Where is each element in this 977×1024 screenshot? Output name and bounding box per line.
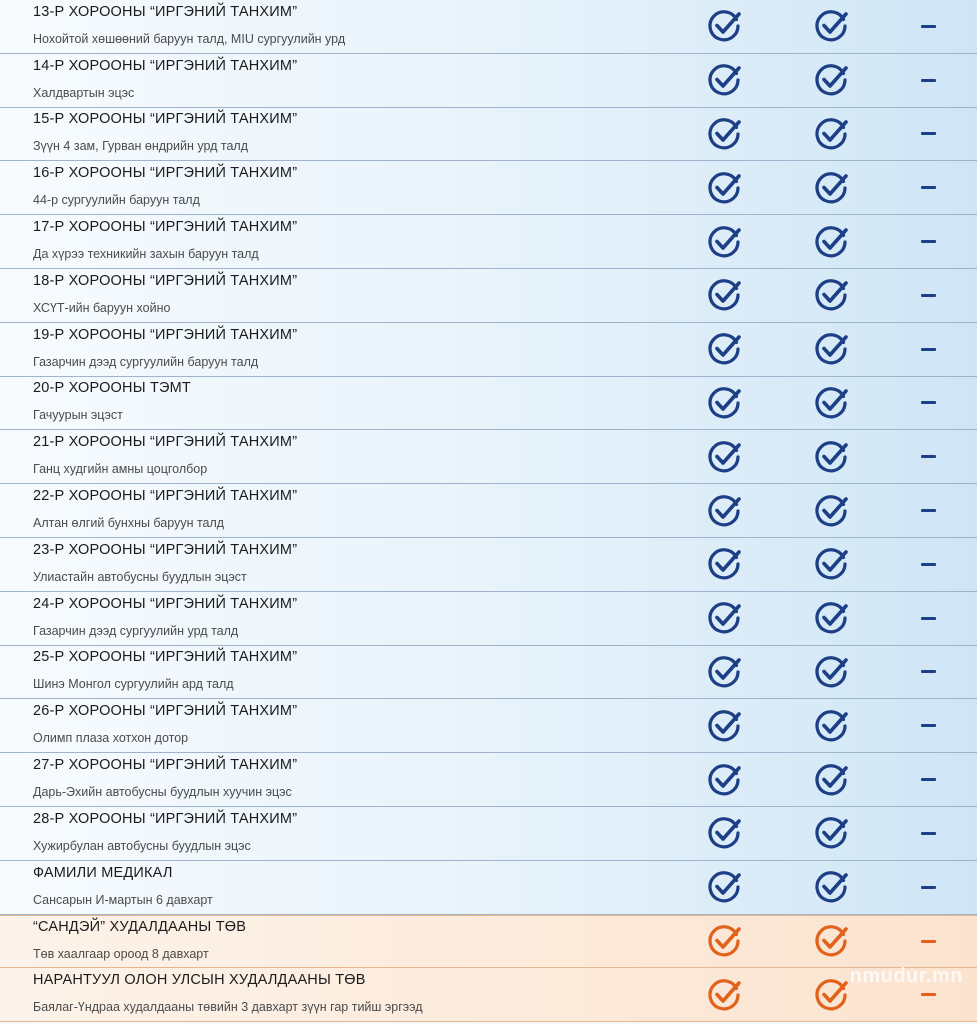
check-icon [694, 377, 754, 430]
check-icon [694, 861, 754, 914]
location-title: 18-Р ХОРООНЫ “ИРГЭНИЙ ТАНХИМ” [33, 272, 298, 289]
check-icon [801, 108, 861, 161]
dash-cell [898, 269, 958, 322]
dash-cell [898, 430, 958, 483]
check-icon [801, 54, 861, 107]
location-title: НАРАНТУУЛ ОЛОН УЛСЫН ХУДАЛДААНЫ ТӨВ [33, 972, 366, 989]
dash-cell [898, 592, 958, 645]
location-title: 24-Р ХОРООНЫ “ИРГЭНИЙ ТАНХИМ” [33, 595, 298, 612]
location-title: 21-Р ХОРООНЫ “ИРГЭНИЙ ТАНХИМ” [33, 434, 298, 451]
check-icon [694, 592, 754, 645]
location-address: Гачуурын эцэст [33, 408, 123, 423]
check-icon [801, 861, 861, 914]
dash-icon [921, 724, 936, 727]
check-icon [694, 54, 754, 107]
dash-cell [898, 807, 958, 860]
dash-cell [898, 0, 958, 53]
table-row [0, 753, 977, 807]
location-address: Хужирбулан автобусны буудлын эцэс [33, 838, 251, 853]
check-icon [694, 538, 754, 591]
dash-icon [921, 401, 936, 404]
check-icon [801, 699, 861, 752]
check-icon [694, 484, 754, 537]
location-title: 16-Р ХОРООНЫ “ИРГЭНИЙ ТАНХИМ” [33, 165, 298, 182]
location-title: ФАМИЛИ МЕДИКАЛ [33, 864, 173, 881]
check-icon [801, 323, 861, 376]
check-icon [801, 161, 861, 214]
dash-icon [921, 240, 936, 243]
table-row [0, 807, 977, 861]
check-icon [801, 215, 861, 268]
check-icon [801, 592, 861, 645]
dash-cell [898, 161, 958, 214]
check-icon [694, 968, 754, 1021]
dash-icon [921, 509, 936, 512]
dash-icon [921, 993, 936, 996]
location-address: Газарчин дээд сургуулийн баруун талд [33, 354, 259, 369]
check-icon [694, 108, 754, 161]
table-row [0, 54, 977, 108]
check-icon [801, 269, 861, 322]
dash-icon [921, 25, 936, 28]
dash-cell [898, 753, 958, 806]
location-address: Да хүрээ техникийн захын баруун талд [33, 247, 259, 262]
check-icon [694, 916, 754, 968]
check-icon [694, 323, 754, 376]
check-icon [801, 538, 861, 591]
location-address: Улиастайн автобусны буудлын эцэст [33, 569, 247, 584]
check-icon [801, 646, 861, 699]
location-title: 28-Р ХОРООНЫ “ИРГЭНИЙ ТАНХИМ” [33, 810, 298, 827]
dash-cell [898, 484, 958, 537]
check-icon [801, 484, 861, 537]
location-title: 22-Р ХОРООНЫ “ИРГЭНИЙ ТАНХИМ” [33, 488, 298, 505]
dash-cell [898, 968, 958, 1021]
watermark-text: nmudur.mn [849, 965, 963, 987]
dash-icon [921, 348, 936, 351]
dash-cell [898, 108, 958, 161]
dash-icon [921, 670, 936, 673]
check-icon [694, 0, 754, 53]
table-row [0, 861, 977, 915]
check-icon [801, 753, 861, 806]
dash-cell [898, 377, 958, 430]
table-row [0, 269, 977, 323]
location-address: Ганц худгийн амны цоцголбор [33, 462, 208, 477]
location-title: 19-Р ХОРООНЫ “ИРГЭНИЙ ТАНХИМ” [33, 326, 298, 343]
table-row [0, 108, 977, 162]
check-icon [801, 0, 861, 53]
location-title: 15-Р ХОРООНЫ “ИРГЭНИЙ ТАНХИМ” [33, 111, 298, 128]
dash-icon [921, 617, 936, 620]
dash-cell [898, 323, 958, 376]
check-icon [694, 161, 754, 214]
location-address: Олимп плаза хотхон дотор [33, 731, 189, 746]
table-row [0, 646, 977, 700]
dash-icon [921, 79, 936, 82]
table-row [0, 430, 977, 484]
table-row [0, 377, 977, 431]
table-row [0, 538, 977, 592]
check-icon [801, 968, 861, 1021]
location-address: Шинэ Монгол сургуулийн ард талд [33, 677, 234, 692]
check-icon [694, 699, 754, 752]
dash-icon [921, 132, 936, 135]
location-title: 26-Р ХОРООНЫ “ИРГЭНИЙ ТАНХИМ” [33, 703, 298, 720]
dash-icon [921, 294, 936, 297]
check-icon [694, 430, 754, 483]
location-address: 44-р сургуулийн баруун талд [33, 193, 200, 208]
check-icon [694, 215, 754, 268]
location-title: 27-Р ХОРООНЫ “ИРГЭНИЙ ТАНХИМ” [33, 757, 298, 774]
table-row [0, 484, 977, 538]
check-icon [801, 430, 861, 483]
dash-icon [921, 886, 936, 889]
check-icon [801, 916, 861, 968]
location-title: 14-Р ХОРООНЫ “ИРГЭНИЙ ТАНХИМ” [33, 57, 298, 74]
check-icon [801, 377, 861, 430]
location-title: 17-Р ХОРООНЫ “ИРГЭНИЙ ТАНХИМ” [33, 219, 298, 236]
dash-icon [921, 940, 936, 943]
location-title: “САНДЭЙ” ХУДАЛДААНЫ ТӨВ [33, 918, 247, 935]
location-title: 20-Р ХОРООНЫ ТЭМТ [33, 380, 191, 397]
location-address: Нохойтой хөшөөний баруун талд, MIU сургуулийн урд [33, 31, 346, 46]
location-address: Зүүн 4 зам, Гурван өндрийн урд талд [33, 139, 249, 154]
location-address: Газарчин дээд сургуулийн урд талд [33, 623, 239, 638]
dash-cell [898, 699, 958, 752]
table-row [0, 323, 977, 377]
table-row [0, 968, 977, 1022]
dash-icon [921, 455, 936, 458]
table-row [0, 0, 977, 54]
check-icon [694, 269, 754, 322]
check-icon [801, 807, 861, 860]
table-row [0, 161, 977, 215]
location-title: 25-Р ХОРООНЫ “ИРГЭНИЙ ТАНХИМ” [33, 649, 298, 666]
dash-cell [898, 538, 958, 591]
dash-icon [921, 186, 936, 189]
dash-cell [898, 916, 958, 968]
dash-cell [898, 861, 958, 914]
table-row [0, 915, 977, 969]
check-icon [694, 753, 754, 806]
dash-cell [898, 54, 958, 107]
location-title: 23-Р ХОРООНЫ “ИРГЭНИЙ ТАНХИМ” [33, 541, 298, 558]
table-row [0, 215, 977, 269]
location-address: Халдвартын эцэс [33, 85, 135, 100]
location-address: Алтан өлгий бунхны баруун талд [33, 516, 225, 531]
table-row [0, 592, 977, 646]
dash-icon [921, 832, 936, 835]
location-address: Төв хаалгаар ороод 8 давхарт [33, 946, 209, 961]
dash-icon [921, 778, 936, 781]
location-address: Дарь-Эхийн автобусны буудлын хуучин эцэс [33, 785, 292, 800]
location-address: ХСҮТ-ийн баруун хойно [33, 300, 171, 315]
dash-icon [921, 563, 936, 566]
location-address: Сансарын И-мартын 6 давхарт [33, 892, 213, 907]
location-title: 13-Р ХОРООНЫ “ИРГЭНИЙ ТАНХИМ” [33, 3, 298, 20]
check-icon [694, 646, 754, 699]
dash-cell [898, 646, 958, 699]
location-address: Баялаг-Үндраа худалдааны төвийн 3 давхарт зүүн гар тийш эргээд [33, 1000, 423, 1015]
table-row [0, 699, 977, 753]
dash-cell [898, 215, 958, 268]
check-icon [694, 807, 754, 860]
